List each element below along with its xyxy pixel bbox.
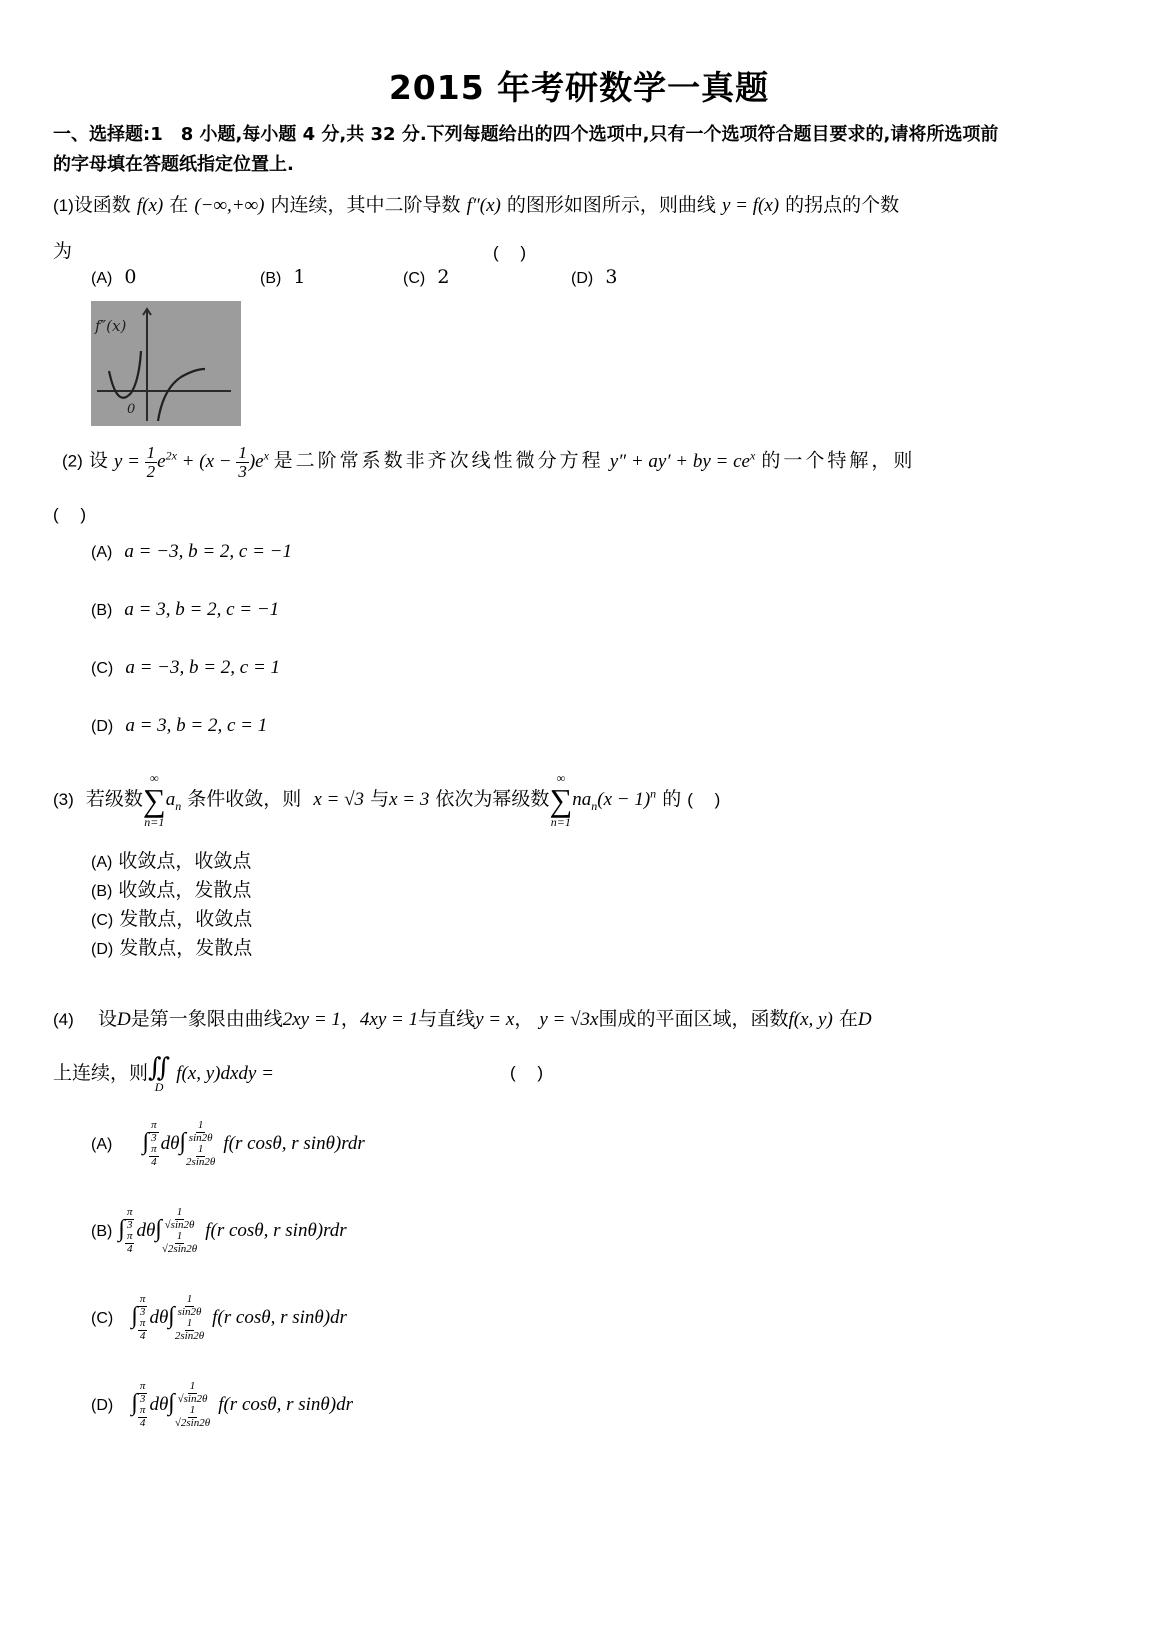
q3-option-b: (B) 收敛点，发散点 [91, 879, 252, 901]
q3-answer-paren: ( ) [687, 790, 721, 809]
q4-answer-paren: ( ) [510, 1063, 544, 1082]
q4-stem: (4) 设D是第一象限由曲线2xy = 1，4xy = 1与直线y = x， y = √3x围成的平面区域，函数f(x, y) 在D [53, 1008, 872, 1030]
q1-option-b: (B) 1 [260, 266, 306, 288]
q1-text-5: 的拐点的个数 [785, 194, 900, 216]
q3-series-2: ∞ ∑ n=1 [549, 771, 573, 829]
q2-equation: y″ + ay′ + by = $ce^x$ [609, 448, 756, 472]
q4-option-b: (B) ∫ $\frac{\pi}{3}$ $\frac{\pi}{4}$ dθ∫ $\frac{1}{√\sin 2\theta}$ $\frac{1}{√2\sin 2\theta}$ f(r cosθ, r sinθ)rdr [91, 1206, 347, 1255]
q3-option-d: (D) 发散点，发散点 [91, 937, 253, 959]
q2-stem: (2) 设 y = $\frac{1}{2}$ $e^{2x} + (x$ − $\frac{1}{3}$ )$e^x$ 是二阶常系数非齐次线性微分方程 y″ + ay′ + by = $ce^x$ 的一个特解，则 [62, 443, 916, 481]
q1-text-1: 设函数 [73, 194, 131, 216]
q1-text-3: 内连续，其中二阶导数 [270, 194, 461, 216]
q1-text-6: 为 [53, 240, 73, 262]
graph-origin: 0 [127, 402, 136, 417]
q1-option-c: (C) 2 [403, 266, 450, 288]
q3-option-c: (C) 发散点，收敛点 [91, 908, 253, 930]
q1-option-a: (A) 0 [91, 266, 137, 288]
q1-stem-cont [53, 236, 72, 263]
q1-interval: (−∞,+∞) [194, 195, 265, 216]
q4-option-c: (C) ∫ $\frac{\pi}{3}$ $\frac{\pi}{4}$ dθ∫ $\frac{1}{\sin 2\theta}$ $\frac{1}{2\sin 2\theta}$ f(r cosθ, r sinθ)dr [91, 1293, 347, 1342]
q1-text-4: 的图形如图所示，则曲线 [506, 194, 716, 216]
section-heading [53, 120, 1113, 180]
q4-stem-cont: 上连续，则 ∬ D f(x, y)dxdy = [53, 1053, 274, 1094]
q2-option-a: (A) a = −3, b = 2, c = −1 [91, 541, 292, 562]
q2-option-d: (D) a = 3, b = 2, c = 1 [91, 715, 268, 736]
q1-stem [53, 190, 899, 217]
q2-option-c: (C) a = −3, b = 2, c = 1 [91, 657, 281, 678]
q3-option-a: (A) 收敛点，收敛点 [91, 850, 252, 872]
q4-double-integral: ∬ D [148, 1053, 171, 1094]
q2-option-b: (B) a = 3, b = 2, c = −1 [91, 599, 280, 620]
section-heading-line2: 的字母填在答题纸指定位置上. [53, 154, 294, 175]
q1-text-2: 在 [169, 194, 189, 216]
q3-series-1: ∞ ∑ n=1 [142, 771, 166, 829]
graph-ylabel: f″(x) [95, 317, 127, 335]
q3-stem: (3) 若级数 ∞ ∑ n=1 $a_n$ 条件收敛，则 x = √3 与x = 3 依次为幂级数 ∞ ∑ n=1 $na_n(x - 1)^n$ 的 ( ) [53, 771, 721, 829]
q2-answer-paren: ( ) [53, 505, 87, 524]
q4-option-d: (D) ∫ $\frac{\pi}{3}$ $\frac{\pi}{4}$ dθ∫ $\frac{1}{√\sin 2\theta}$ $\frac{1}{√2\sin 2\theta}$ f(r cosθ, r sinθ)dr [91, 1380, 353, 1429]
q1-curve: y = f(x) [721, 195, 780, 216]
q1-fpp: f″(x) [466, 195, 501, 216]
q2-expression: y = $\frac{1}{2}$ $e^{2x} + (x$ − $\frac{1}{3}$ )$e^x$ [113, 443, 269, 481]
page-title: 2015 年考研数学一真题 [388, 68, 770, 107]
q1-graph-svg [91, 301, 241, 426]
q1-number: (1) [53, 196, 74, 215]
section-heading-line1: 一、选择题:1 8 小题,每小题 4 分,共 32 分.下列每题给出的四个选项中,只有一个选项符合题目要求的,请将所选项前 [53, 124, 999, 145]
q1-graph-photo [91, 301, 241, 426]
q4-option-a: (A) ∫ $\frac{\pi}{3}$ $\frac{\pi}{4}$ dθ∫ $\frac{1}{\sin 2\theta}$ $\frac{1}{2\sin 2\theta}$ f(r cosθ, r sinθ)rdr [91, 1119, 365, 1168]
q1-answer-paren: ( ) [493, 243, 527, 262]
q1-option-d: (D) 3 [571, 266, 618, 288]
q1-fx: f(x) [136, 195, 164, 216]
